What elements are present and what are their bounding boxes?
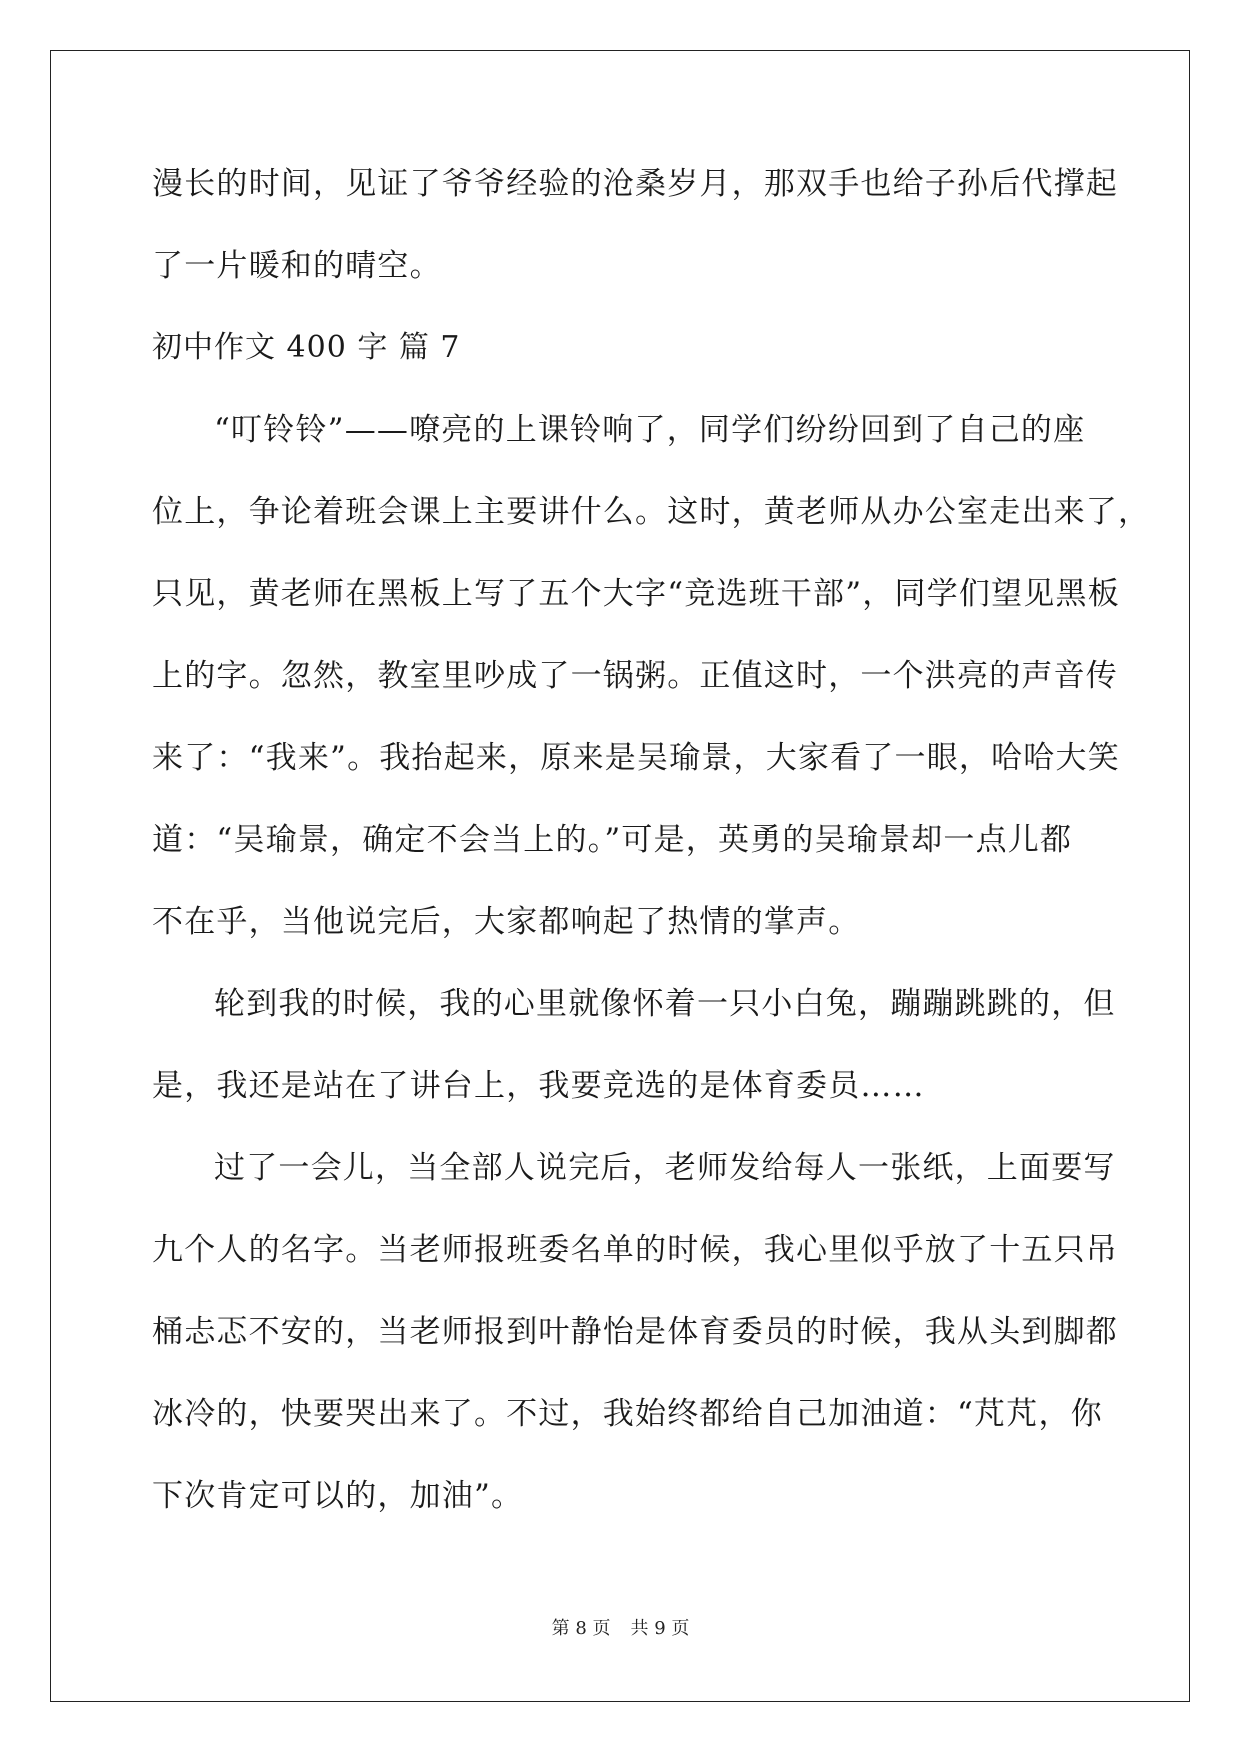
text-line: 位上，争论着班会课上主要讲什么。这时，黄老师从办公室走出来了， xyxy=(152,494,1151,530)
text-line: 轮到我的时候，我的心里就像怀着一只小白兔，蹦蹦跳跳的，但 xyxy=(214,986,1116,1022)
text-line: 漫长的时间，见证了爷爷经验的沧桑岁月，那双手也给子孙后代撑起 xyxy=(152,166,1118,202)
text-line: 冰冷的，快要哭出来了。不过，我始终都给自己加油道：“芃芃，你 xyxy=(152,1396,1103,1432)
text-line: 过了一会儿，当全部人说完后，老师发给每人一张纸，上面要写 xyxy=(214,1150,1116,1186)
text-line: 了一片暖和的晴空。 xyxy=(152,248,442,284)
document-body xyxy=(152,160,1151,1554)
text-line: 下次肯定可以的，加油”。 xyxy=(152,1478,524,1514)
page-footer xyxy=(0,1617,1241,1641)
text-line: 九个人的名字。当老师报班委名单的时候，我心里似乎放了十五只吊 xyxy=(152,1232,1118,1268)
text-line: 桶忐忑不安的，当老师报到叶静怡是体育委员的时候，我从头到脚都 xyxy=(152,1314,1118,1350)
text-line: 道：“吴瑜景，确定不会当上的。”可是，英勇的吴瑜景却一点儿都 xyxy=(152,822,1073,858)
text-line: 上的字。忽然，教室里吵成了一锅粥。正值这时，一个洪亮的声音传 xyxy=(152,658,1118,694)
text-line: 来了：“我来”。我抬起来，原来是吴瑜景，大家看了一眼，哈哈大笑 xyxy=(152,740,1120,776)
text-line: 是，我还是站在了讲台上，我要竞选的是体育委员…… xyxy=(152,1068,925,1104)
total-pages: 共 9 页 xyxy=(630,1618,690,1639)
text-line: 只见，黄老师在黑板上写了五个大字“竞选班干部”，同学们望见黑板 xyxy=(152,576,1120,612)
current-page-number: 第 8 页 xyxy=(551,1618,611,1639)
text-line: 不在乎，当他说完后，大家都响起了热情的掌声。 xyxy=(152,904,861,940)
section-heading: 初中作文 400 字 篇 7 xyxy=(152,330,461,365)
text-line: “叮铃铃”——嘹亮的上课铃响了，同学们纷纷回到了自己的座 xyxy=(214,412,1086,448)
